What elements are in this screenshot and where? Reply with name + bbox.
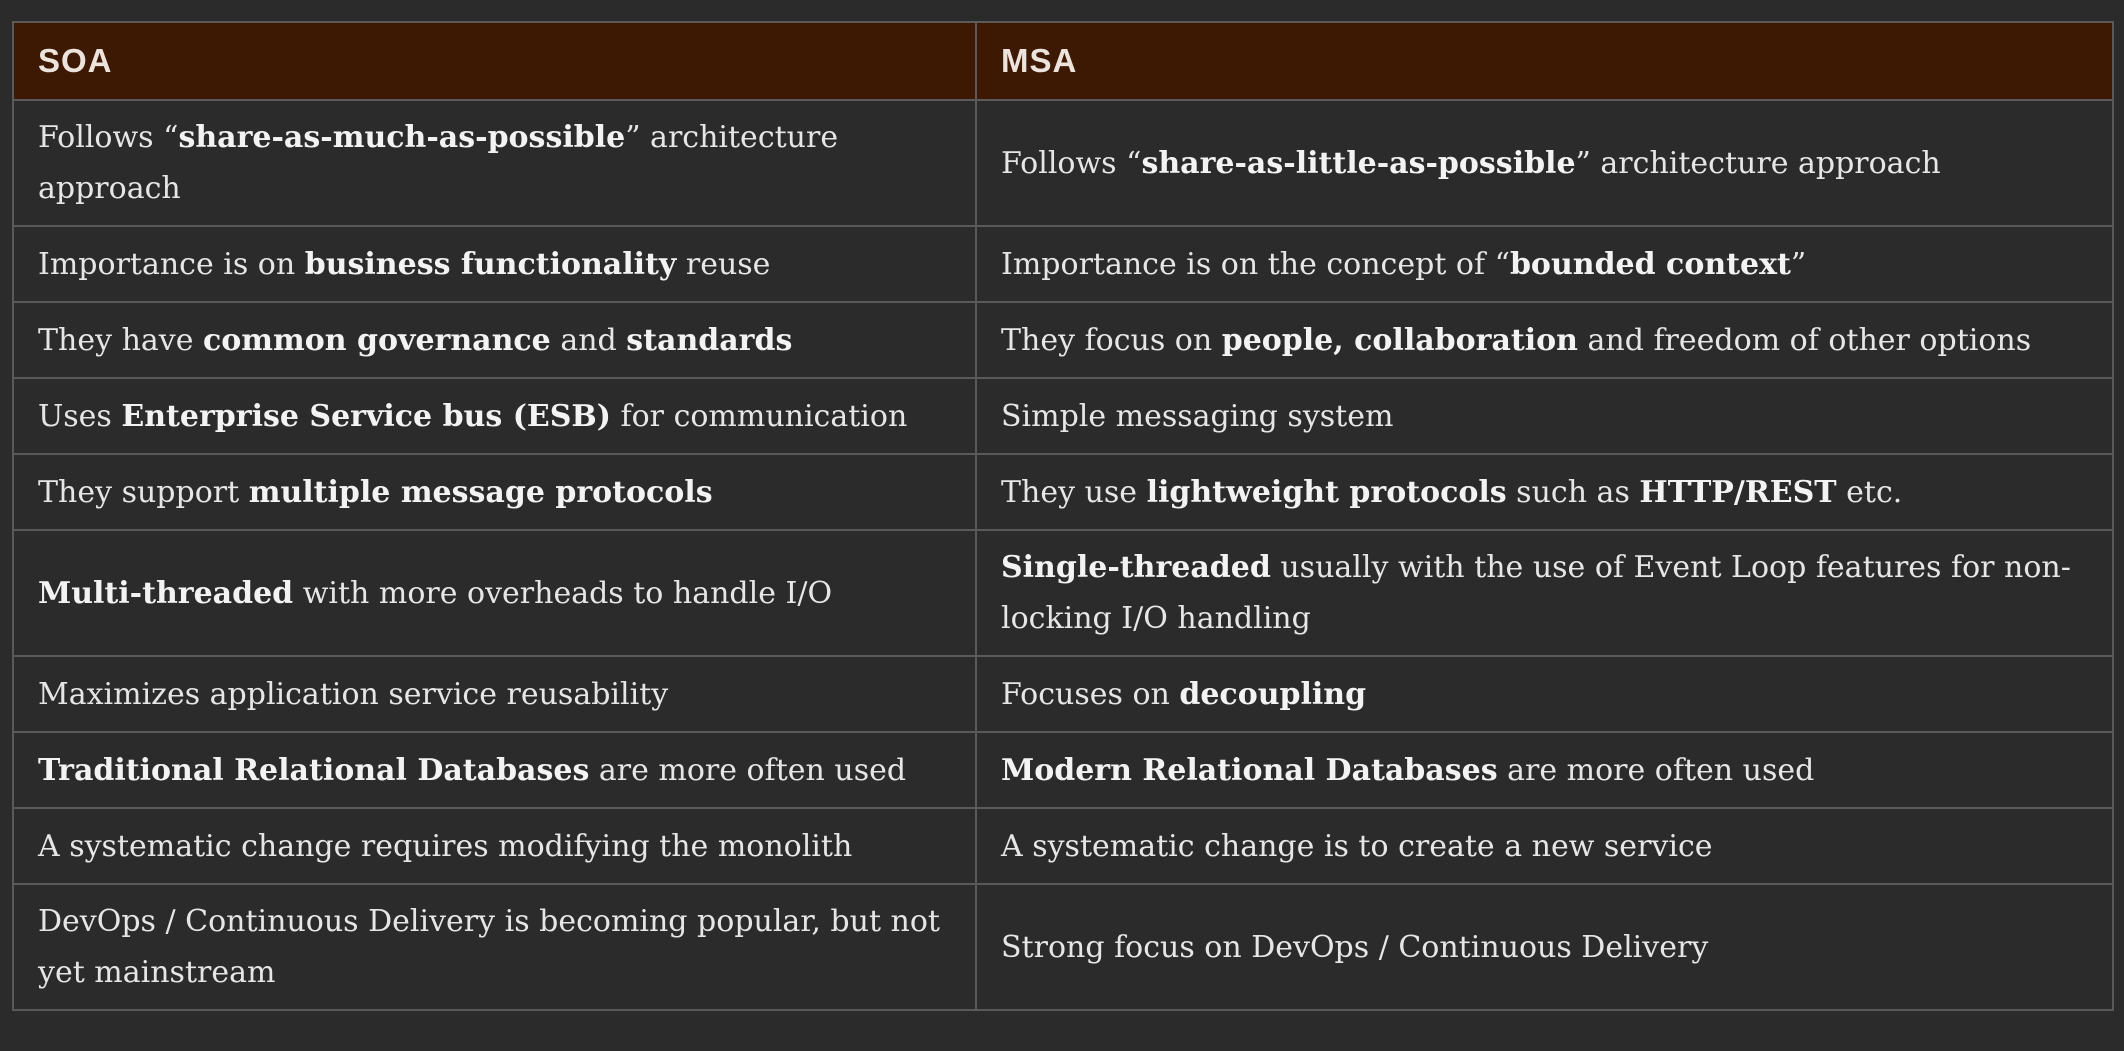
table-body [13, 100, 2113, 1010]
cell-text: Uses [38, 398, 122, 434]
emphasis-text: Single-threaded [1001, 550, 1271, 585]
table-row [13, 884, 2113, 1010]
cell-text: are more often used [589, 752, 907, 788]
cell-text: Focuses on [1001, 676, 1180, 712]
msa-cell [976, 808, 2113, 884]
cell-text: ” architecture approach [1575, 145, 1941, 181]
cell-text: ” [1790, 246, 1807, 282]
msa-cell [976, 884, 2113, 1010]
emphasis-text: business functionality [304, 246, 677, 282]
cell-text: They focus on [1001, 322, 1222, 358]
table-row [13, 454, 2113, 530]
cell-text: Strong focus on DevOps / Continuous Delivery [1001, 929, 1709, 965]
cell-text: DevOps / Continuous Delivery is becoming popular, but not yet mainstream [38, 904, 940, 990]
soa-cell [13, 656, 976, 732]
cell-text: with more overheads to handle I/O [293, 575, 833, 611]
emphasis-text: decoupling [1179, 676, 1367, 712]
soa-cell [13, 808, 976, 884]
emphasis-text: HTTP/REST [1639, 474, 1837, 510]
emphasis-text: Traditional Relational Databases [38, 752, 590, 788]
header-row [13, 22, 2113, 100]
cell-text: A systematic change is to create a new service [1001, 828, 1713, 864]
cell-text: A systematic change requires modifying the monolith [38, 828, 853, 864]
table-row [13, 808, 2113, 884]
soa-cell [13, 378, 976, 454]
emphasis-text: standards [626, 322, 793, 358]
soa-cell [13, 302, 976, 378]
soa-cell [13, 454, 976, 530]
msa-cell [976, 656, 2113, 732]
cell-text: for communication [610, 398, 908, 434]
emphasis-text: common governance [203, 322, 551, 358]
emphasis-text: Enterprise Service bus (ESB) [121, 398, 611, 434]
soa-cell [13, 226, 976, 302]
emphasis-text: bounded context [1509, 246, 1791, 282]
comparison-table [12, 21, 2114, 1011]
table-row [13, 302, 2113, 378]
table-row [13, 530, 2113, 656]
cell-text: Follows “ [1001, 145, 1142, 181]
header-soa: SOA [13, 22, 976, 100]
cell-text: reuse [676, 246, 771, 282]
cell-text: They use [1001, 474, 1147, 510]
emphasis-text: Modern Relational Databases [1001, 752, 1498, 788]
table-row [13, 656, 2113, 732]
cell-text: and freedom of other options [1577, 322, 2032, 358]
msa-cell [976, 454, 2113, 530]
emphasis-text: Multi-threaded [38, 575, 294, 611]
table-row [13, 226, 2113, 302]
emphasis-text: lightweight protocols [1146, 474, 1507, 510]
msa-cell [976, 378, 2113, 454]
header-msa: MSA [976, 22, 2113, 100]
table-header [13, 22, 2113, 100]
cell-text: and [550, 322, 627, 358]
soa-cell [13, 100, 976, 226]
table-row [13, 100, 2113, 226]
soa-cell [13, 732, 976, 808]
soa-cell [13, 530, 976, 656]
msa-cell [976, 100, 2113, 226]
msa-cell [976, 302, 2113, 378]
emphasis-text: share-as-much-as-possible [178, 120, 626, 155]
cell-text: Maximizes application service reusability [38, 676, 669, 712]
cell-text: etc. [1836, 474, 1903, 510]
emphasis-text: multiple message protocols [248, 474, 713, 510]
table-row [13, 378, 2113, 454]
cell-text: They support [38, 474, 249, 510]
cell-text: Simple messaging system [1001, 398, 1394, 434]
soa-cell [13, 884, 976, 1010]
table-row [13, 732, 2113, 808]
cell-text: Importance is on the concept of “ [1001, 246, 1510, 282]
cell-text: Follows “ [38, 120, 179, 155]
msa-cell [976, 530, 2113, 656]
cell-text: are more often used [1497, 752, 1815, 788]
emphasis-text: people, collaboration [1221, 322, 1578, 358]
msa-cell [976, 226, 2113, 302]
emphasis-text: share-as-little-as-possible [1141, 145, 1576, 181]
cell-text: ” architecture approach [38, 120, 839, 206]
cell-text: usually with the use of Event Loop features for non-locking I/O handling [1001, 550, 2071, 636]
cell-text: They have [38, 322, 204, 358]
cell-text: Importance is on [38, 246, 305, 282]
cell-text: such as [1506, 474, 1640, 510]
msa-cell [976, 732, 2113, 808]
